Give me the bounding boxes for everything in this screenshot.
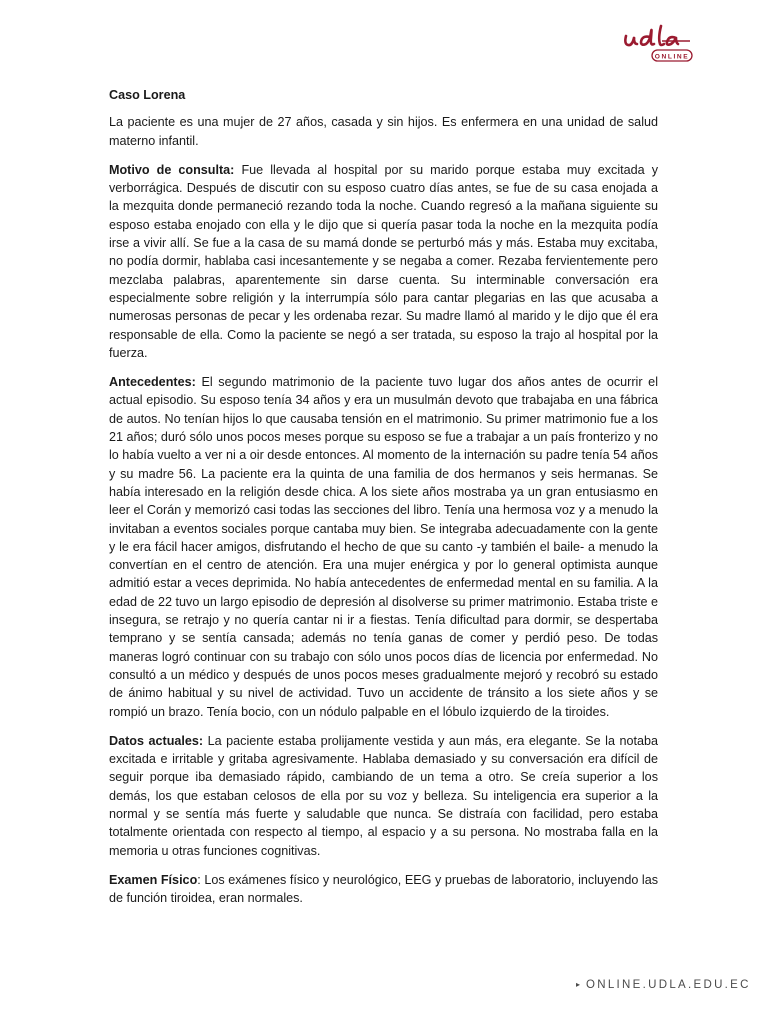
logo-subtitle: ONLINE: [654, 53, 690, 61]
footer-website: [576, 979, 751, 991]
section-text: : Los exámenes físico y neurológico, EEG y pruebas de laboratorio, incluyendo las de función tiroidea, eran normales.: [109, 872, 658, 906]
udla-online-logo: [618, 22, 698, 70]
section-text: Fue llevada al hospital por su marido porque estaba muy excitada y verborrágica. Después de discutir con su esposo cuatro días antes, se fue de su casa enojada a la mezquita donde permaneció rezando toda la noche. Cuando regresó a la mañana siguiente su esposo estaba enojado con ella y le dijo que si quería pasar toda la noche en la mezquita podía irse a vivir allí. Se fue a la casa de su mamá donde se perturbó más y más. Estaba muy excitaba, no podía dormir, hablaba casi incesantemente y se negaba a comer. Rezaba fervientemente pero mezclaba palabras, aparentemente sin darse cuenta. Su interminable conversación era especialmente sobre religión y la interrumpía sólo para cantar plegarias en las que acusaba a numerosas personas de pecar y les ordenaba rezar. Su madre llamó al marido y le dijo que él era responsable de ella. Como la paciente se negó a ser tratada, su esposo la trajo al hospital por la fuerza.: [109, 162, 659, 360]
section-text: El segundo matrimonio de la paciente tuvo lugar dos años antes de ocurrir el actual episodio. Su esposo tenía 34 años y era un musulmán devoto que trabajaba en una fábrica de autos. No tenían hijos lo que causaba tensión en el matrimonio. Su primer matrimonio fue a los 21 años; duró sólo unos pocos meses porque su esposo se fue a trabajar a un país fronterizo y no lo había vuelto a ver ni a oir desde entonces. Al momento de la internación su padre tenía 54 años y su madre 56. La paciente era la quinta de una familia de dos hermanos y seis hermanas. Se había interesado en la religión desde chica. A los siete años mostraba ya un gran entusiasmo en leer el Corán y memorizó casi todas las secciones del libro. Tenía una hermosa voz y a menudo la invitaban a eventos sociales porque cantaba muy bien. Se integraba adecuadamente con la gente y le era fácil hacer amigos, disfrutando el hecho de que su canto -y también el baile- a menudo la convertían en el centro de atención. Era una mujer enérgica y por lo general optimista aunque admitió estar a veces deprimida. No había antecedentes de enfermedad mental en su familia. A la edad de 22 tuvo un largo episodio de depresión al disolverse su primer matrimonio. Estaba triste e insegura, se retrajo y no quería cantar ni ir a fiestas. Tenía dificultad para dormir, se despertaba temprano y se sentía cansada; además no tenía ganas de comer y perdió peso. De todas maneras logró continuar con su trabajo con sólo unos pocos días de licencia por enfermedad. No consultó a un médico y después de unos pocos meses gradualmente mejoró y recobró su estado de ánimo habitual y su nivel de actividad. Tuvo un accidente de tránsito a los siete años y se rompió un brazo. Tenía bocio, con un nódulo palpable en el lóbulo izquierdo de la tiroides.: [109, 375, 658, 719]
section-heading: Examen Físico: [109, 872, 198, 887]
arrow-right-icon: ▸: [576, 980, 581, 989]
section-antecedentes: [109, 373, 658, 721]
section-heading: Motivo de consulta:: [109, 162, 235, 177]
udla-logo-graphic: [618, 22, 698, 70]
intro-paragraph: La paciente es una mujer de 27 años, casada y sin hijos. Es enfermera en una unidad de salud materno infantil.: [109, 115, 658, 148]
case-document: [109, 86, 658, 918]
section-text: La paciente estaba prolijamente vestida y aun más, era elegante. Se la notaba excitada e irritable y gritaba agresivamente. Hablaba demasiado y su conversación era difícil de seguir porque iba demasiado rápido, cambiando de un tema a otro. Se creía superior a los demás, los que estaban celosos de ella por su voz y belleza. Su inteligencia era superior a la normal y se sentía más fuerte y saludable que nunca. Se distraía con facilidad, pero estaba totalmente orientada con respecto al tiempo, al espacio y a su persona. No mostraba falla en la memoria u otras funciones cognitivas.: [109, 733, 658, 858]
footer-url[interactable]: ONLINE.UDLA.EDU.EC: [586, 979, 751, 991]
section-datos-actuales: [109, 732, 658, 860]
section-examen-fisico: [109, 871, 658, 908]
section-motivo-consulta: [109, 161, 658, 362]
section-heading: Datos actuales:: [109, 733, 204, 748]
document-title: Caso Lorena: [109, 88, 186, 102]
section-heading: Antecedentes:: [109, 375, 196, 390]
